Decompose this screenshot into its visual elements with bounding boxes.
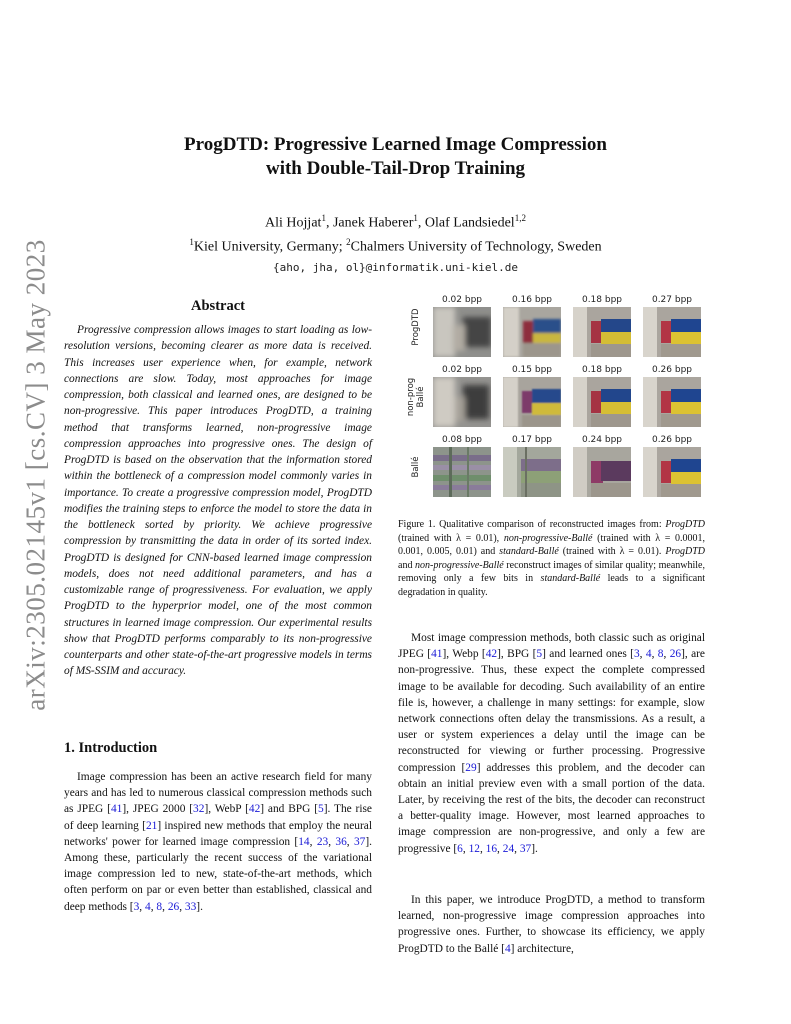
affiliation-text: Kiel University, Germany; — [193, 239, 343, 255]
affiliation-mark: 2 — [346, 236, 351, 247]
affiliation-mark: 1 — [413, 213, 418, 223]
reconstruction-image — [503, 307, 561, 357]
citation-link[interactable]: 3 — [133, 900, 140, 913]
row-label — [405, 434, 427, 500]
figure-cell — [573, 294, 631, 357]
figure-cell — [503, 434, 561, 497]
reconstruction-image — [503, 377, 561, 427]
figure-cell — [643, 434, 701, 497]
citation-link[interactable]: 8 — [657, 648, 664, 661]
citation-link[interactable]: 14 — [298, 835, 310, 848]
bpp-label: 0.18 bpp — [581, 295, 623, 305]
figure-row-standard-balle — [405, 434, 709, 500]
affiliation-mark: 1,2 — [514, 213, 526, 223]
row-label — [405, 364, 427, 430]
figure-1 — [405, 294, 709, 494]
italic-term: non-progressive-Ballé — [503, 532, 593, 544]
intro-paragraph-2: Most image compression methods, both classic such as original JPEG [41], Webp [42], BPG [5] and learned ones [3, 4, 8, 26], are non-progressive. Thus, these expect the complete compressed image to be available for decoding. Such availability of an entire file is, however, a challenge in many settings: for example, slow network connections often delay the transmissions. As a result, a user or system experiences a delay until the image can be reconstructed for viewing or further processing. Progressive compression [29] addresses this problem, and the decoder can obtain an initial preview even with a small portion of the data. Later, by receiving the rest of the bits, the decoder can reconstruct a better-quality image. However, most learned approaches to image compression are non-progressive, and only a few are progressive [6, 12, 16, 24, 37]. — [398, 632, 706, 855]
reconstruction-image — [433, 307, 491, 357]
reconstruction-image — [643, 307, 701, 357]
row-label-text: non-prog Ballé — [406, 377, 426, 417]
citation-link[interactable]: 41 — [110, 803, 123, 816]
reconstruction-image — [433, 377, 491, 427]
figure-row-non-progressive-balle — [405, 364, 709, 430]
figure-cell — [433, 434, 491, 497]
reconstruction-image — [573, 447, 631, 497]
citation-link[interactable]: 41 — [431, 648, 443, 661]
arxiv-identifier: arXiv:2305.02145v1 [cs.CV] 3 May 2023 — [20, 239, 51, 711]
italic-term: ProgDTD — [665, 519, 705, 530]
intro-paragraph-1: Image compression has been an active research field for many years and has led to numerous classical compression methods such as JPEG [41], JPEG 2000 [32], WebP [42] and BPG [5]. The rise of deep learning [21] inspired new methods that employ the neural networks' power for learned image compression [14, 23, 36, 37]. Among these, particularly the recent success of the variational image compression led to new, state-of-the-art methods, which often perform on par or even better than established, classical and deep methods [3, 4, 8, 26, 33]. — [64, 771, 373, 913]
reconstruction-image — [643, 377, 701, 427]
figure-cell — [643, 294, 701, 357]
citation-link[interactable]: 24 — [502, 842, 515, 855]
reconstruction-image — [503, 447, 561, 497]
bpp-label: 0.08 bpp — [441, 435, 483, 445]
italic-term: standard-Ballé — [499, 546, 559, 558]
citation-link[interactable]: 16 — [485, 842, 498, 855]
citation-link[interactable]: 5 — [536, 648, 543, 661]
affiliation-text: Chalmers University of Technology, Sweden — [350, 239, 602, 255]
author-name: Ali Hojjat — [265, 215, 322, 231]
citation-link[interactable]: 4 — [645, 648, 652, 661]
row-label-text: ProgDTD — [411, 308, 421, 346]
bpp-label: 0.18 bpp — [581, 365, 623, 375]
citation-link[interactable]: 5 — [318, 803, 324, 816]
affiliation-mark: 1 — [321, 213, 326, 223]
figure-cell — [503, 294, 561, 357]
author-block — [0, 209, 791, 277]
figure-cell — [573, 434, 631, 497]
citation-link[interactable]: 36 — [335, 835, 347, 848]
citation-link[interactable]: 42 — [248, 803, 261, 816]
bpp-label: 0.26 bpp — [651, 435, 693, 445]
row-label — [405, 294, 427, 360]
citation-link[interactable]: 29 — [465, 761, 477, 774]
title-line-2: with Double-Tail-Drop Training — [265, 158, 526, 179]
figure-row-progdtd — [405, 294, 709, 360]
figure-cell — [433, 364, 491, 427]
author-email: {aho, jha, ol}@informatik.uni-kiel.de — [272, 261, 519, 275]
bpp-label: 0.17 bpp — [511, 435, 553, 445]
bpp-label: 0.15 bpp — [511, 365, 553, 375]
figure-cell — [433, 294, 491, 357]
citation-link[interactable]: 33 — [184, 900, 197, 913]
paper-title — [0, 133, 791, 181]
citation-link[interactable]: 8 — [156, 900, 163, 913]
citation-link[interactable]: 4 — [504, 942, 511, 955]
author-name: Janek Haberer — [332, 215, 414, 231]
row-label-text: Ballé — [411, 456, 421, 478]
abstract-heading: Abstract — [191, 298, 245, 314]
citation-link[interactable]: 4 — [145, 900, 151, 913]
citation-link[interactable]: 12 — [468, 842, 480, 855]
citation-link[interactable]: 42 — [485, 648, 498, 661]
affiliation-mark: 1 — [189, 236, 194, 247]
citation-link[interactable]: 32 — [193, 803, 205, 816]
citation-link[interactable]: 3 — [633, 648, 640, 661]
bpp-label: 0.24 bpp — [581, 435, 623, 445]
reconstruction-image — [573, 377, 631, 427]
abstract-text: Progressive compression allows images to start loading as low-resolution versions, becoming clearer as more data is received. This increases user experience when, for example, network connections are slow. Today, most approaches for image compression, both classical and learned ones, are designed to be non-progressive. This paper introduces ProgDTD, a training method that transforms learned, non-progressive image compression approaches into progressive ones. The design of ProgDTD is based on the observation that the information stored within the bottleneck of a compression model commonly varies in importance. To create a progressive compression model, ProgDTD modifies the training steps to enforce the model to store the data in the bottleneck sorted by priority. We achieve progressive compression by transmitting the data in order of its sorted index. ProgDTD is designed for CNN-based learned image compression models, does not need additional parameters, and has a customizable range of progressiveness. For evaluation, we apply ProgDTD to the hyperprior model, one of the most common structures in learned image compression. Our experimental results show that ProgDTD performs comparably to its non-progressive counterparts and other state-of-the-art progressive models in terms of MS-SSIM and accuracy. — [64, 324, 372, 678]
citation-link[interactable]: 26 — [167, 900, 180, 913]
bpp-label: 0.16 bpp — [511, 295, 553, 305]
figure-cell — [573, 364, 631, 427]
title-line-1: ProgDTD: Progressive Learned Image Compression — [184, 134, 607, 155]
author-name: Olaf Landsiedel — [424, 215, 515, 231]
citation-link[interactable]: 26 — [669, 648, 682, 661]
figure-1-caption: Figure 1. Qualitative comparison of reconstructed images from: ProgDTD (trained with λ = 0.01), non-progressive-Ballé (trained with λ = 0.0001, 0.001, 0.005, 0.01) and standard-Ballé (trained with λ = 0.01). ProgDTD and non-progressive-Ballé reconstruct images of similar quality; meanwhile, removing only a few bits in standard-Ballé leads to a significant degradation in quality. — [398, 519, 705, 598]
affiliations — [0, 233, 791, 257]
figure-cell — [503, 364, 561, 427]
citation-link[interactable]: 37 — [353, 835, 366, 848]
reconstruction-image — [643, 447, 701, 497]
citation-link[interactable]: 37 — [519, 842, 532, 855]
bpp-label: 0.26 bpp — [651, 365, 693, 375]
reconstruction-image — [433, 447, 491, 497]
italic-term: ProgDTD — [665, 546, 705, 558]
citation-link[interactable]: 6 — [457, 842, 463, 855]
author-names: Ali Hojjat$^1$, Janek Haberer$^1$, Olaf Landsiedel$^{1,2}$ — [265, 213, 526, 231]
intro-paragraph-3: In this paper, we introduce ProgDTD, a method to transform learned, non-progressive image compression approaches into progressive ones. Further, to showcase its efficiency, we apply ProgDTD to the Ballé [4] architecture, — [398, 894, 705, 955]
citation-link[interactable]: 21 — [145, 819, 158, 832]
bpp-label: 0.02 bpp — [441, 365, 483, 375]
figure-cell — [643, 364, 701, 427]
bpp-label: 0.27 bpp — [651, 295, 693, 305]
bpp-label: 0.02 bpp — [441, 295, 483, 305]
reconstruction-image — [573, 307, 631, 357]
italic-term: standard-Ballé — [540, 573, 601, 585]
italic-term: non-progressive-Ballé — [415, 559, 504, 571]
intro-heading: 1. Introduction — [64, 740, 158, 756]
citation-link[interactable]: 23 — [316, 835, 329, 848]
